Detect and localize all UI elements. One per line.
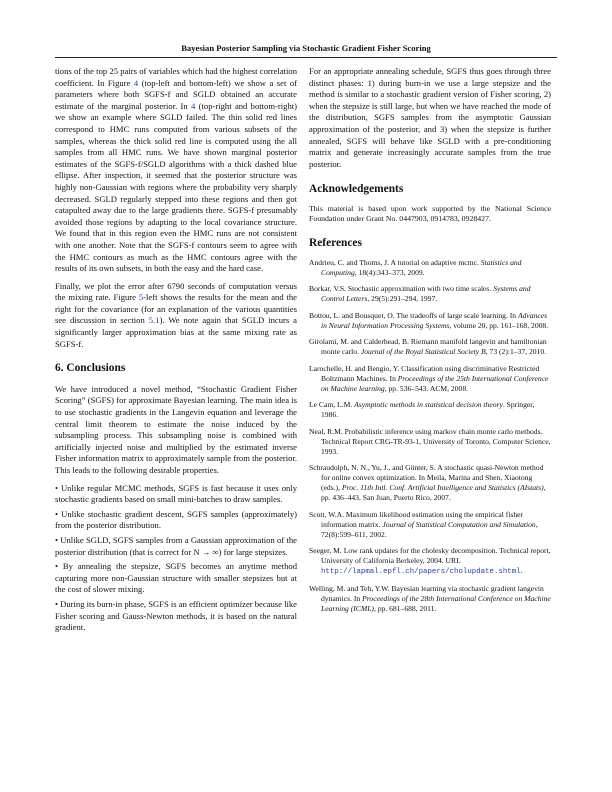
reference-details: , 72(8):599–611, 2002. — [321, 519, 538, 539]
reference-item — [309, 284, 551, 304]
text-span: -left shows the results for the mean and the right for the covariance (for an explanation of the various quantities see discussion in section — [55, 292, 297, 326]
reference-item — [309, 258, 551, 278]
text-span: tions of the top 25 pairs of variables which had the highest correlation coefficient. In Figure — [55, 66, 297, 88]
paragraph-error-plot — [55, 281, 297, 351]
figure-link[interactable]: 4 — [191, 100, 196, 111]
reference-venue: Journal of Statistical Computation and Simulation — [382, 519, 536, 529]
list-item: • During its burn-in phase, SGFS is an efficient optimizer because like Fisher scoring and Gauss-Newton methods, it is based on the natural gradient. — [55, 598, 297, 633]
reference-text: Girolami, M. and Calderhead, B. Riemann manifold langevin and hamiltonian monte carlo. — [309, 337, 547, 357]
reference-venue: Systems and Control Letters — [321, 284, 531, 304]
reference-text: Schraudolph, N. N., Yu, J., and Günter, S. A stochastic quasi-Newton method for online convex optimization. In Meila, Marina and Shen, Xiaotong (eds.), — [309, 463, 544, 493]
reference-venue: Proc. 11th Intl. Conf. Artificial Intelligence and Statistics (AIstats) — [341, 483, 544, 493]
reference-item — [309, 364, 551, 394]
reference-details: , pp. 536–543. ACM, 2008. — [384, 383, 469, 393]
reference-text: Seeger, M. Low rank updates for the cholesky decomposition. Technical report, University of California Berkeley, 2004. URL — [309, 546, 551, 566]
reference-text: Borkar, V.S. Stochastic approximation with two time scales. — [309, 284, 494, 294]
reference-item — [309, 510, 551, 540]
list-item: • Unlike SGLD, SGFS samples from a Gaussian approximation of the posterior distribution (that is correct for N → ∞) for large stepsizes. — [55, 534, 297, 557]
reference-details: , volume 20, pp. 161–168, 2008. — [449, 320, 549, 330]
text-span: Finally, we plot the error after 6790 seconds of computation versus the mixing rate. Figure — [55, 280, 297, 303]
references-list — [309, 258, 551, 614]
left-column — [55, 66, 297, 637]
reference-text: Larochelle, H. and Bengio, Y. Classification using discriminative Restricted Boltzmann Machines. In — [309, 363, 540, 383]
right-column — [309, 66, 551, 620]
paragraph-conclusions: We have introduced a novel method, “Stochastic Gradient Fisher Scoring” (SGFS) for approximate Bayesian learning. The main idea is to use stochastic gradients in the Langevin equation and leverage the central limit theorem to estimate the noise induced by the subsampling process. This subsampling noise is combined with artificially injected noise and multiplied by the estimated inverse Fisher information matrix to approximately sample from the posterior. This leads to the following desirable properties. — [55, 383, 297, 475]
reference-text: Welling, M. and Teh, Y.W. Bayesian learning via stochastic gradient langevin dynamics. In — [309, 583, 544, 603]
reference-item — [309, 311, 551, 331]
reference-text: Andrieu, C. and Thoms, J. A tutorial on adaptive mcmc. — [309, 257, 481, 267]
reference-item — [309, 427, 551, 457]
reference-item — [309, 546, 551, 577]
reference-item — [309, 584, 551, 614]
running-header: Bayesian Posterior Sampling via Stochastic Gradient Fisher Scoring — [181, 43, 431, 53]
reference-venue: Journal of the Royal Statistical Society B — [360, 347, 486, 357]
reference-text: Bottou, L. and Bousquet, O. The tradeoffs of large scale learning. In — [309, 310, 518, 320]
reference-details: , 29(5):291–294, 1997. — [367, 294, 438, 304]
list-item: • By annealing the stepsize, SGFS becomes an anytime method capturing more non-Gaussian structure with smaller stepsizes but at the cost of slower mixing. — [55, 561, 297, 595]
reference-text: . — [520, 566, 523, 576]
reference-text: Scott, W.A. Maximum likelihood estimation using the empirical fisher information matrix. — [309, 509, 524, 529]
reference-venue: Asymptotic methods in statistical decision theory — [354, 400, 503, 410]
figure-link[interactable]: 5 — [138, 292, 144, 303]
figure-link[interactable]: 4 — [133, 77, 139, 88]
list-item: • Unlike stochastic gradient descent, SGFS samples (approximately) from the posterior distribution. — [55, 508, 297, 531]
reference-venue: Proceedings of the 25th International Conference on Machine learning — [321, 373, 549, 393]
paragraph-results — [55, 66, 297, 275]
reference-item — [309, 463, 551, 503]
reference-text: Neal, R.M. Probabilistic inference using markov chain monte carlo methods. Technical Report CRG-TR-93-1, University of Toronto, Computer Science, 1993. — [309, 426, 551, 456]
text-span: (top-left and bottom-left) we show a set of parameters where both SGFS-f and SGLD obtained an accurate estimate of the marginal posterior. In — [55, 77, 297, 111]
reference-details: , pp. 436–443, San Juan, Puerto Rico, 2007. — [321, 483, 546, 503]
text-span: ). We note again that SGLD incurs a significantly larger approximation bias at the same mixing rate as SGFS-f. — [55, 315, 297, 349]
reference-venue: Statistics and Computing — [321, 257, 522, 277]
reference-details: . Springer, 1986. — [321, 400, 535, 420]
section-link[interactable]: 5.1 — [148, 315, 160, 326]
reference-details: , 18(4):343–373, 2009. — [354, 267, 425, 277]
acknowledgements-text: This material is based upon work supported by the National Science Foundation under Grant No. 0447903, 0914783, 0928427. — [309, 203, 551, 224]
reference-venue: Advances in Neural Information Processing Systems — [321, 310, 548, 330]
section-title-references: References — [309, 237, 362, 250]
reference-url-link[interactable]: http://lapmal.epfl.ch/papers/cholupdate.shtml — [321, 568, 521, 577]
list-item: • Unlike regular MCMC methods, SGFS is fast because it uses only stochastic gradients based on small mini-batches to draw samples. — [55, 482, 297, 505]
section-title-acknowledgements: Acknowledgements — [309, 183, 404, 196]
text-span: (top-right and bottom-right) we show an example where SGLD failed. The thin solid red lines correspond to HMC runs computed from various subsets of the samples, whereas the thick solid red line is computed using the all samples from all HMC runs. We have shown marginal posterior estimates of the SGFS-f/SGLD algorithms with a thick dashed blue ellipse. After inspection, it seemed that the posterior structure was highly non-Gaussian with regions where the probability very sharply decreased. SGLD regularly stepped into these regions and then got catapulted away due to the large gradients there. SGFS-f presumably avoided those regions by adapting to the local covariance structure. We found that in this region even the HMC runs are not consistent with one another. Note that the SGFS-f contours seem to agree with the HMC contours as much as the HMC contours agree with the results of its own subsets, in both the easy and the hard case. — [55, 100, 297, 274]
reference-item — [309, 337, 551, 357]
section-title-conclusions: 6. Conclusions — [55, 362, 126, 375]
reference-text: Le Cam, L.M. — [309, 400, 355, 410]
header-rule — [55, 57, 557, 58]
reference-details: , pp. 681–688, 2011. — [373, 603, 437, 613]
reference-venue: Proceedings of the 28th International Conference on Machine Learning (ICML) — [321, 593, 551, 613]
reference-details: , 73 (2):1–37, 2010. — [485, 347, 547, 357]
paragraph-annealing: For an appropriate annealing schedule, SGFS thus goes through three distinct phases: 1) during burn-in we use a large stepsize and the method is similar to a stochastic gradient version of Fisher scoring, 2) when the stepsize is still large, but when we have reached the mode of the distribution, SGFS samples from the asymptotic Gaussian approximation of the posterior, and 3) when the stepsize is further annealed, SGFS will behave like SGLD with a pre-conditioning matrix and generate increasingly accurate samples from the true posterior. — [309, 66, 551, 169]
properties-list — [55, 483, 297, 634]
reference-item — [309, 400, 551, 420]
